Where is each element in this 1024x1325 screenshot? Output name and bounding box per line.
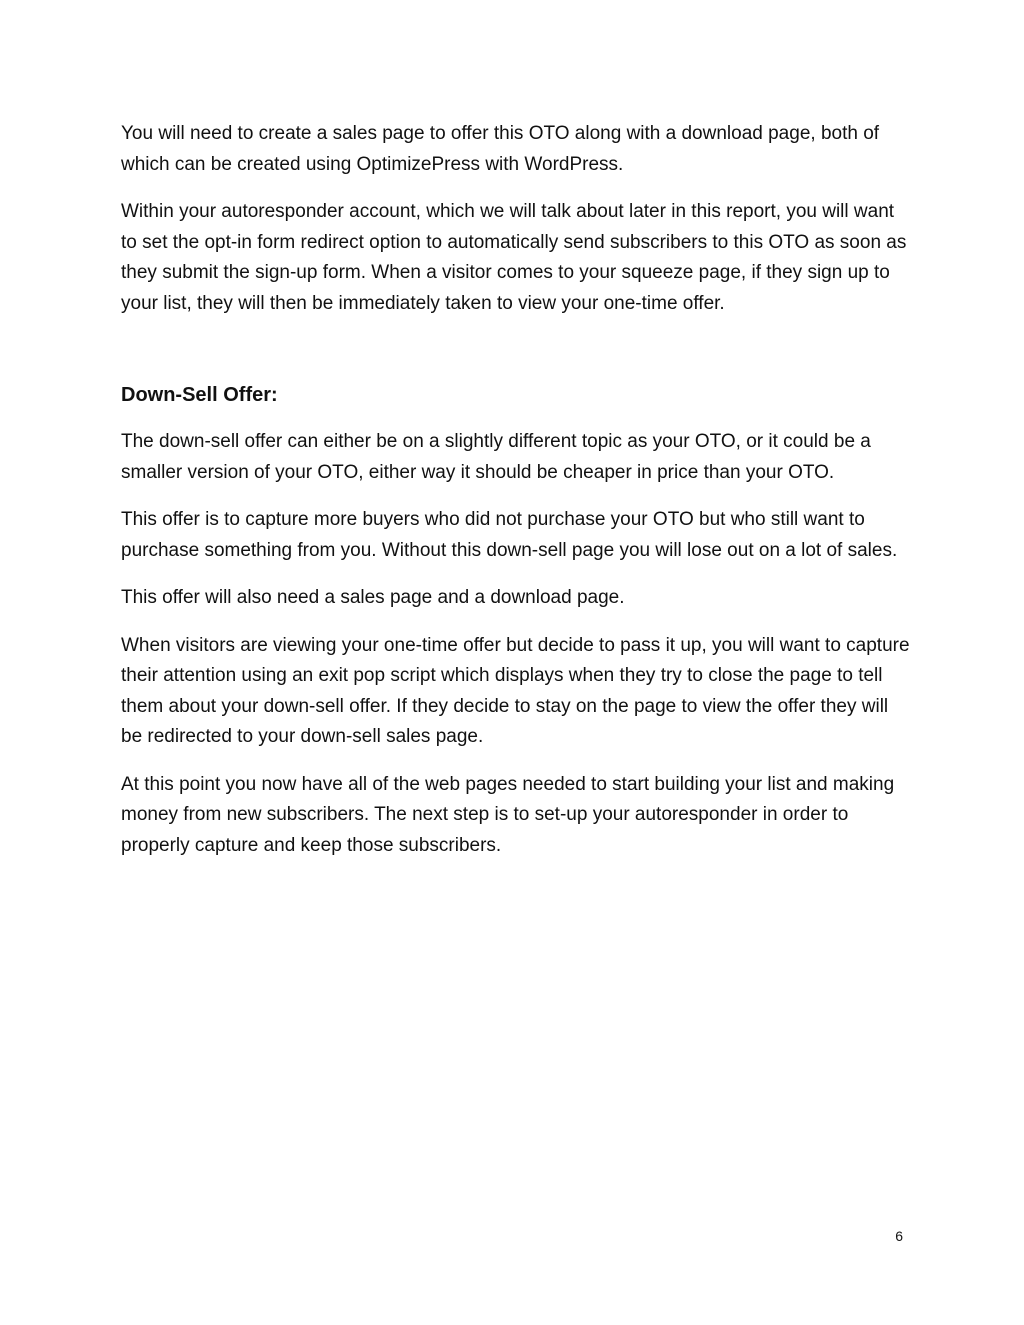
- paragraph-exit-pop: When visitors are viewing your one-time offer but decide to pass it up, you will want to capture their attention using an exit pop script which displays when they try to close the page to tell them about your down-sell offer. If they decide to stay on the page to view the offer they will be redirected to your down-sell sales page.: [121, 634, 910, 747]
- page-number: 6: [895, 1228, 903, 1244]
- paragraph-down-sell-definition: The down-sell offer can either be on a slightly different topic as your OTO, or it could be a smaller version of your OTO, either way it should be cheaper in price than your OTO.: [121, 431, 871, 483]
- page-content: [121, 119, 911, 878]
- paragraph-next-step: At this point you now have all of the web pages needed to start building your list and making money from new subscribers. The next step is to set-up your autoresponder in order to properly capture and keep those subscribers.: [121, 773, 895, 856]
- paragraph-sales-page: You will need to create a sales page to offer this OTO along with a download page, both of which can be created using OptimizePress with WordPress.: [121, 123, 880, 175]
- section-heading: Down-Sell Offer:: [121, 384, 278, 406]
- paragraph-autoresponder-redirect: Within your autoresponder account, which we will talk about later in this report, you will want to set the opt-in form redirect option to automatically send subscribers to this OTO as soon as they submit the sign-up form. When a visitor comes to your squeeze page, if they sign up to your list, they will then be immediately taken to view your one-time offer.: [121, 201, 907, 314]
- section-spacer: [121, 336, 911, 380]
- paragraph-down-sell-pages: This offer will also need a sales page and a download page.: [121, 587, 625, 608]
- paragraph-down-sell-purpose: This offer is to capture more buyers who did not purchase your OTO but who still want to purchase something from you. Without this down-sell page you will lose out on a lot of sales.: [121, 509, 898, 561]
